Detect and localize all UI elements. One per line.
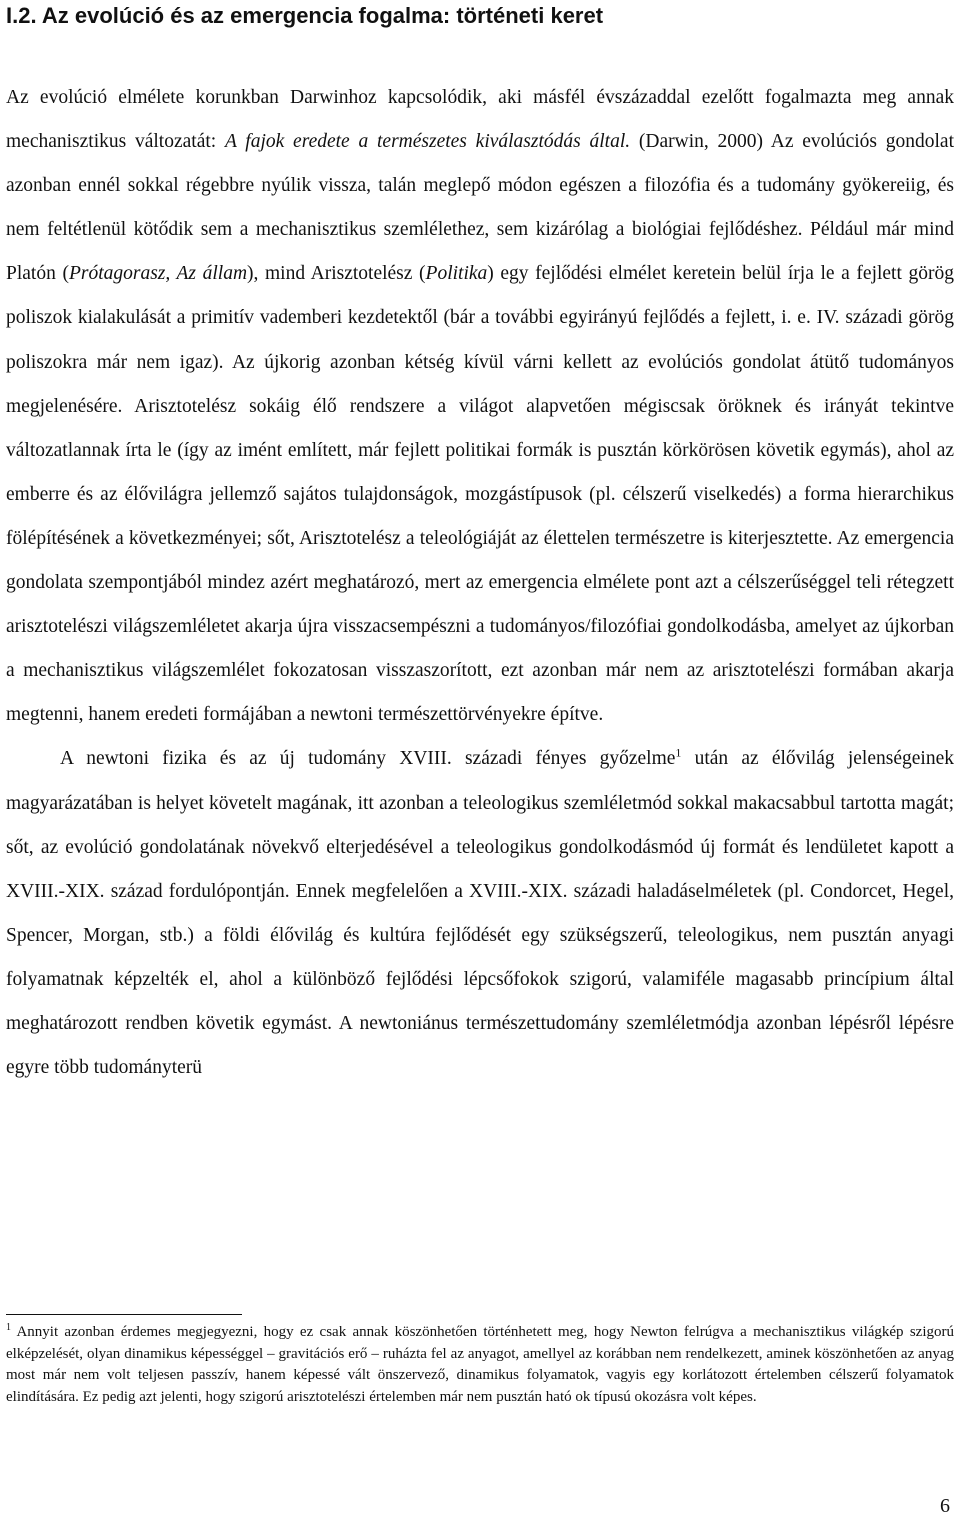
section-heading: I.2. Az evolúció és az emergencia fogalma: történeti keret — [6, 3, 604, 28]
footnote-mark: 1 — [6, 1322, 11, 1333]
footnote — [6, 1322, 954, 1408]
paragraph-1: Az evolúció elmélete korunkban Darwinhoz kapcsolódik, aki másfél évszázaddal ezelőtt fogalmazta meg annak mechanisztikus változatát: A fajok eredete a természetes kiválasztódás által. (Darwin, 2000) Az evolúciós gondolat azonban ennél sokkal régebbre nyúlik vissza, talán meglepő módon egészen a filozófia és a tudomány gyökereiig, és nem feltétlenül kötődik sem a mechanisztikus szemlélethez, sem kizárólag a biológiai fejlődéshez. Például már mind Platón (Prótagorasz, Az állam), mind Arisztotelész (Politika) egy fejlődési elmélet keretein belül írja le a fejlett görög poliszok kialakulását a primitív vademberi kezdetektől (bár a további egyirányú fejlődés a fejlett, i. e. IV. századi görög poliszokra már nem igaz). Az újkorig azonban kétség kívül várni kellett az evolúciós gondolat átütő tudományos megjelenésére. Arisztotelész sokáig élő rendszere a világot alapvetően mégiscsak öröknek és irányát tekintve változatlannak írta le (így az imént említett, már fejlett politikai formák is pusztán körkörösen követik egymás), ahol az emberre és az élővilágra jellemző sajátos tulajdonságok, mozgástípusok (pl. célszerű viselkedés) a forma hierarchikus fölépítésének a következményei; sőt, Arisztotelész a teleológiáját az élettelen természetre is kiterjesztette. Az emergencia gondolata szempontjából mindez azért meghatározó, mert az emergencia elmélete pont azt a célszerűséggel teli rétegzett arisztotelészi világszemléletet akarja újra visszacsempészni a tudományos/filozófiai gondolkodásba, amelyet az újkorban a mechanisztikus világszemlélet fokozatosan visszaszorított, ezt azonban már nem az arisztotelészi formában akarja megtenni, hanem eredeti formájában a newtoni természettörvényekre építve. — [6, 87, 954, 726]
title-origin-of-species: A fajok eredete a természetes kiválasztódás által. — [224, 131, 631, 153]
body-text — [6, 76, 954, 1090]
footnote-reference[interactable]: 1 — [675, 745, 682, 760]
title-protagoras: Prótagorasz, Az állam — [68, 263, 248, 285]
paragraph-2: A newtoni fizika és az új tudomány XVIII. századi fényes győzelme$^1$ után az élővilág jelenségeinek magyarázatában is helyet követelt magának, itt azonban a teleologikus szemléletmód sokkal makacsabbul tartotta magát; sőt, az evolúció gondolatának növekvő elterjedésével a teleologikus gondolkodásmód új formát és lendületet kapott a XVIII.-XIX. század fordulópontján. Ennek megfelelően a XVIII.-XIX. századi haladáselméletek (pl. Condorcet, Hegel, Spencer, Morgan, stb.) a földi élővilág és kultúra fejlődését egy szükségszerű, teleologikus, nem pusztán anyagi folyamatnak képzelték el, ahol a különböző fejlődési lépcsőfokok szigorú, valamiféle magasabb princípium által meghatározott rendben követik egymást. A newtoniánus természettudomány szemléletmódja azonban lépésről lépésre egyre több tudományterü — [6, 745, 954, 1079]
title-politics: Politika — [425, 263, 488, 285]
footnote-text: Annyit azonban érdemes megjegyezni, hogy ez csak annak köszönhetően történhetett meg, hogy Newton felrúgva a mechanisztikus világkép szigorú elképzelését, olyan dinamikus képességgel – gravitációs erő – ruházta fel az anyagot, amellyel az korábban nem rendelkezett, aminek köszönhetően az anyag most már nem volt teljesen passzív, hanem képessé vált önszervező, dinamikus folyamatok, vagyis egy korlátozott értelemben célszerű folyamatok elindítására. Ez pedig azt jelenti, hogy szigorú arisztotelészi értelemben már nem pusztán ható ok típusú okozásra volt képes. — [6, 1324, 954, 1405]
footnote-separator — [6, 1314, 242, 1315]
page-number: 6 — [940, 1495, 950, 1517]
